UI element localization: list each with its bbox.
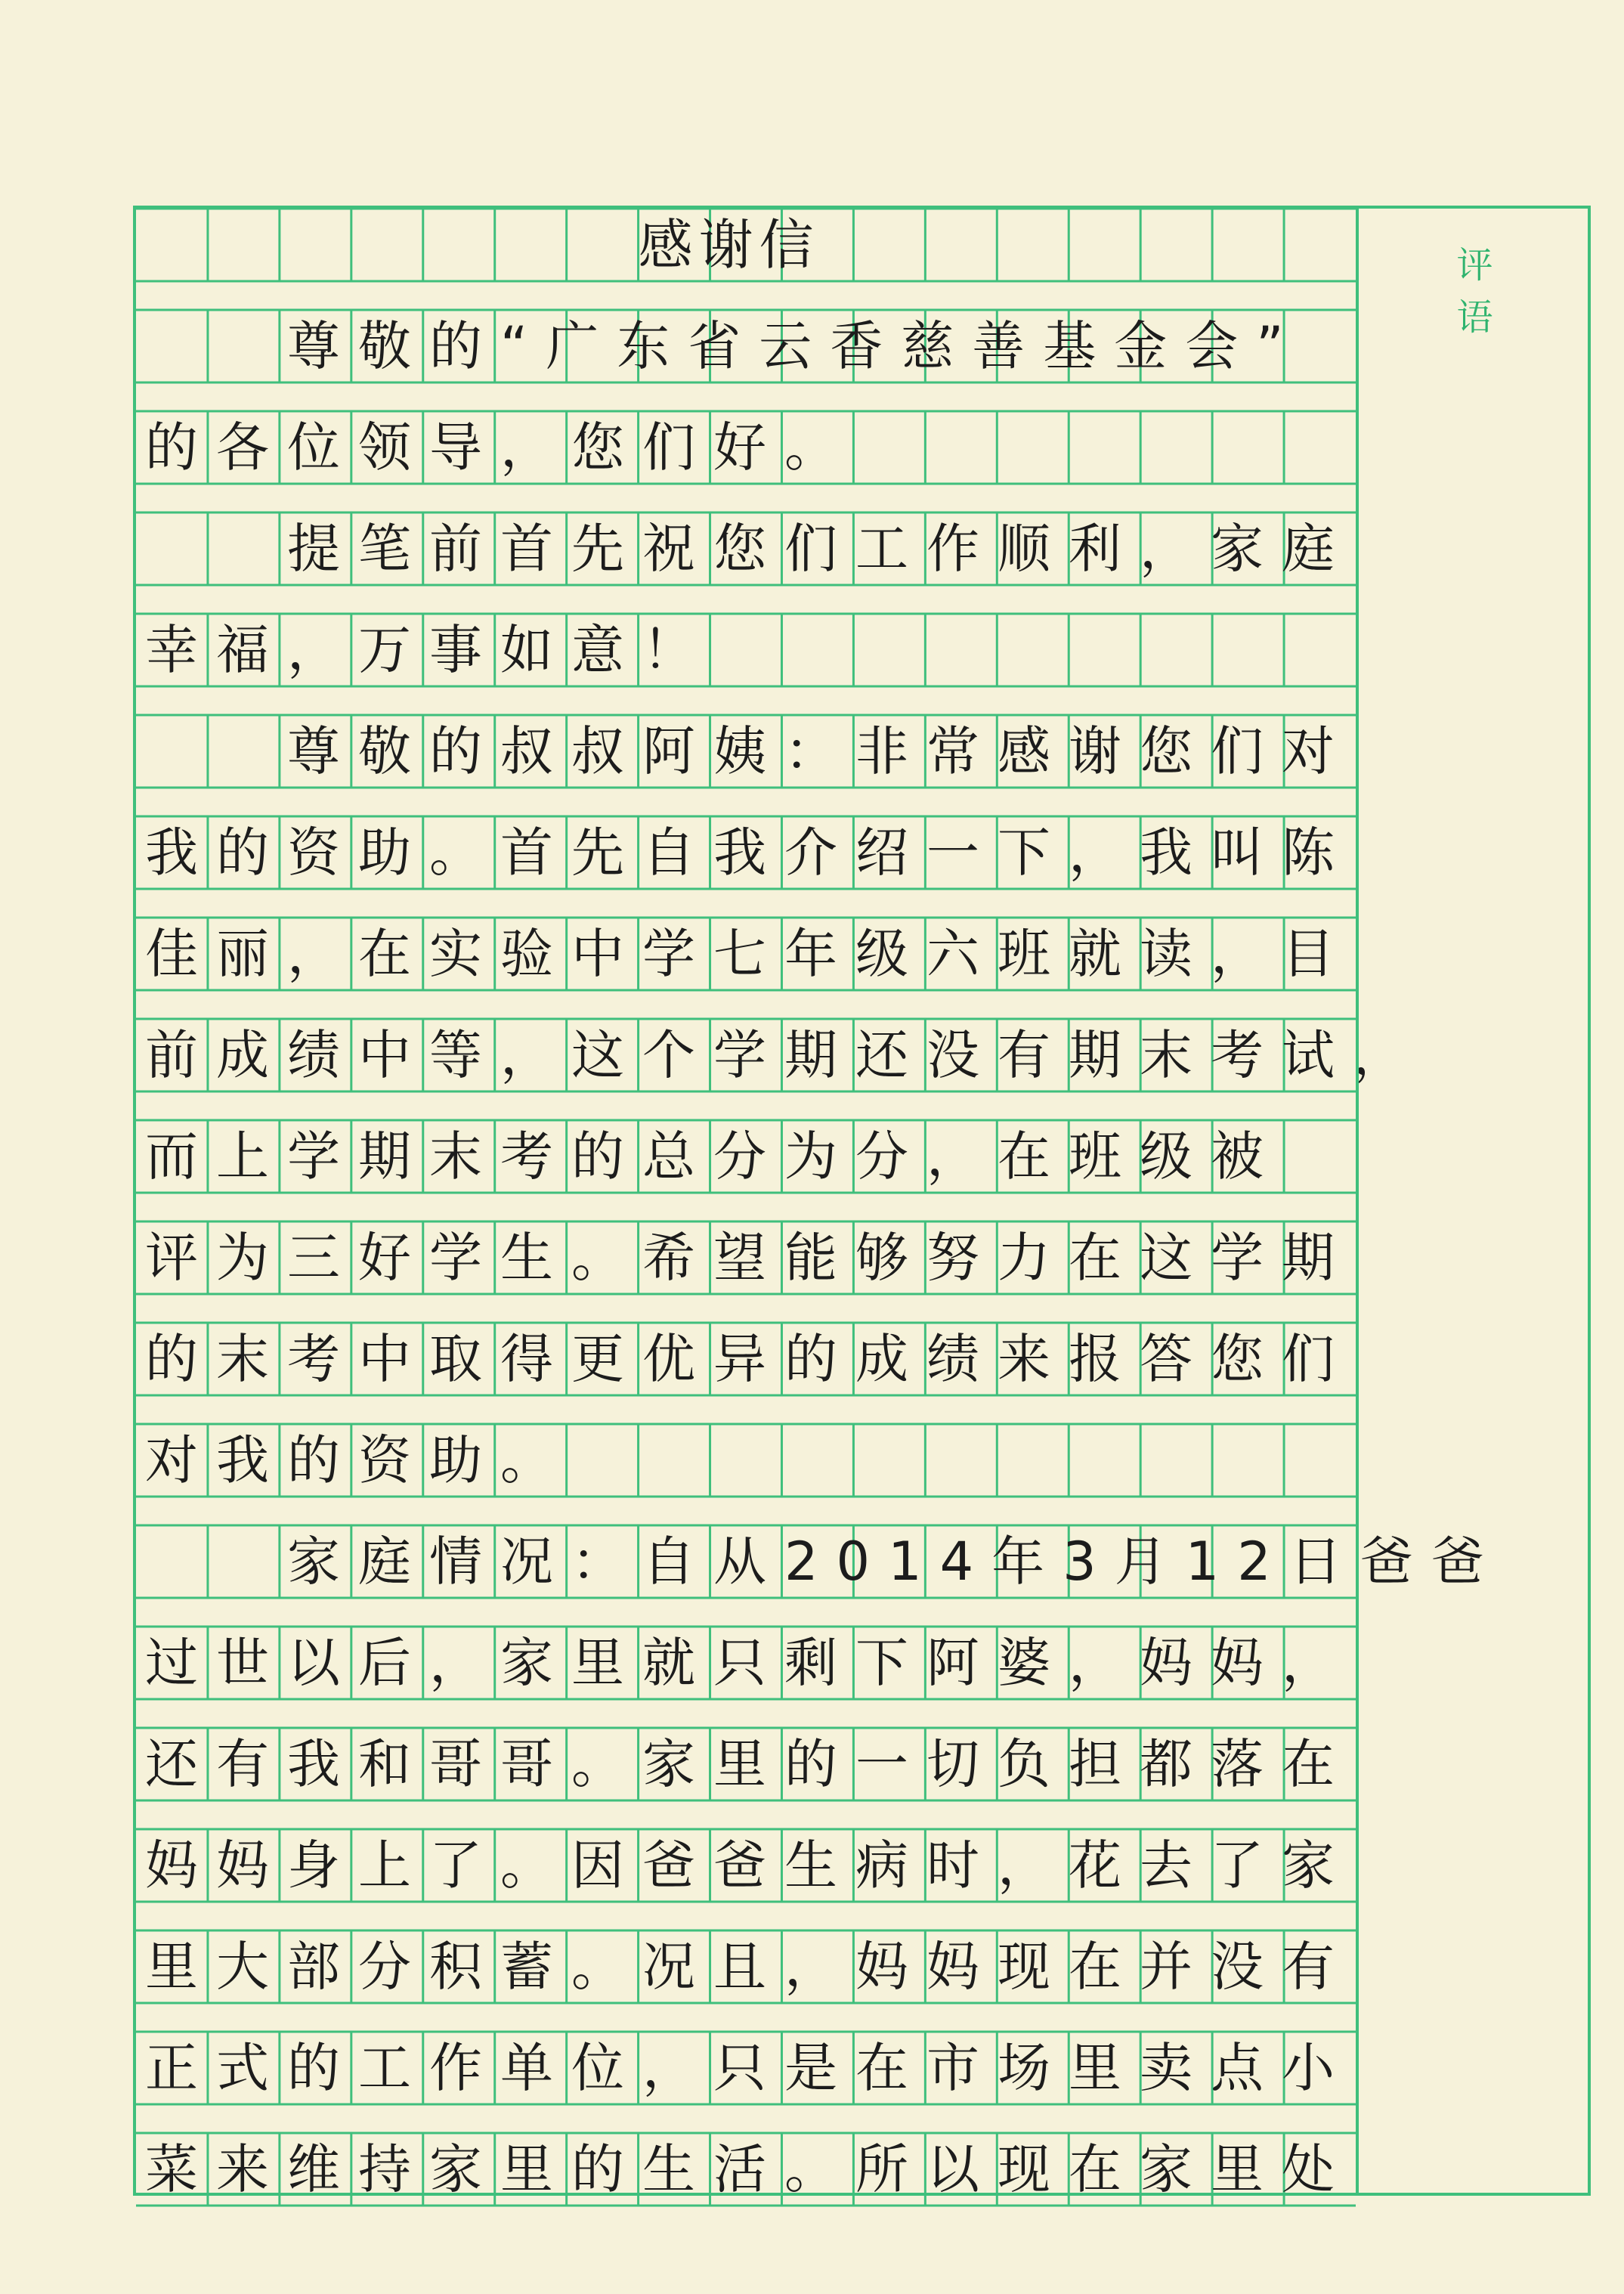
- text-line: 佳丽，在实验中学七年级六班就读，目: [145, 923, 1353, 985]
- text-line: 过世以后，家里就只剩下阿婆，妈妈，: [145, 1632, 1353, 1694]
- text-line: 评为三好学生。希望能够努力在这学期: [145, 1227, 1353, 1289]
- text-line: 的各位领导，您们好。: [145, 416, 855, 478]
- text-line: 家庭情况：自从2014年3月12日爸爸: [145, 1531, 1502, 1593]
- text-line: 还有我和哥哥。家里的一切负担都落在: [145, 1733, 1353, 1795]
- manuscript-grid: [133, 206, 1591, 2200]
- text-line: 我的资助。首先自我介绍一下，我叫陈: [145, 822, 1353, 884]
- text-line: 幸福，万事如意！: [145, 619, 713, 681]
- text-line: 而上学期末考的总分为分，在班级被: [145, 1125, 1282, 1187]
- text-line: 尊敬的叔叔阿姨：非常感谢您们对: [145, 720, 1353, 782]
- text-line: 正式的工作单位，只是在市场里卖点小: [145, 2037, 1353, 2099]
- text-line: 菜来维持家里的生活。所以现在家里处: [145, 2138, 1353, 2200]
- text-line: 对我的资助。: [145, 1429, 571, 1491]
- text-line: 前成绩中等，这个学期还没有期末考试，: [145, 1024, 1424, 1086]
- letter-title: 感谢信: [638, 213, 820, 277]
- text-line: 尊敬的“广东省云香慈善基金会”: [145, 315, 1302, 377]
- text-line: 里大部分积蓄。况且，妈妈现在并没有: [145, 1936, 1353, 1998]
- text-line: 妈妈身上了。因爸爸生病时，花去了家: [145, 1834, 1353, 1896]
- text-line: 的末考中取得更优异的成绩来报答您们: [145, 1328, 1353, 1390]
- comment-column: [1356, 209, 1591, 2193]
- comment-label: 评 语: [1456, 244, 1546, 339]
- text-line: 提笔前首先祝您们工作顺利，家庭: [145, 518, 1353, 580]
